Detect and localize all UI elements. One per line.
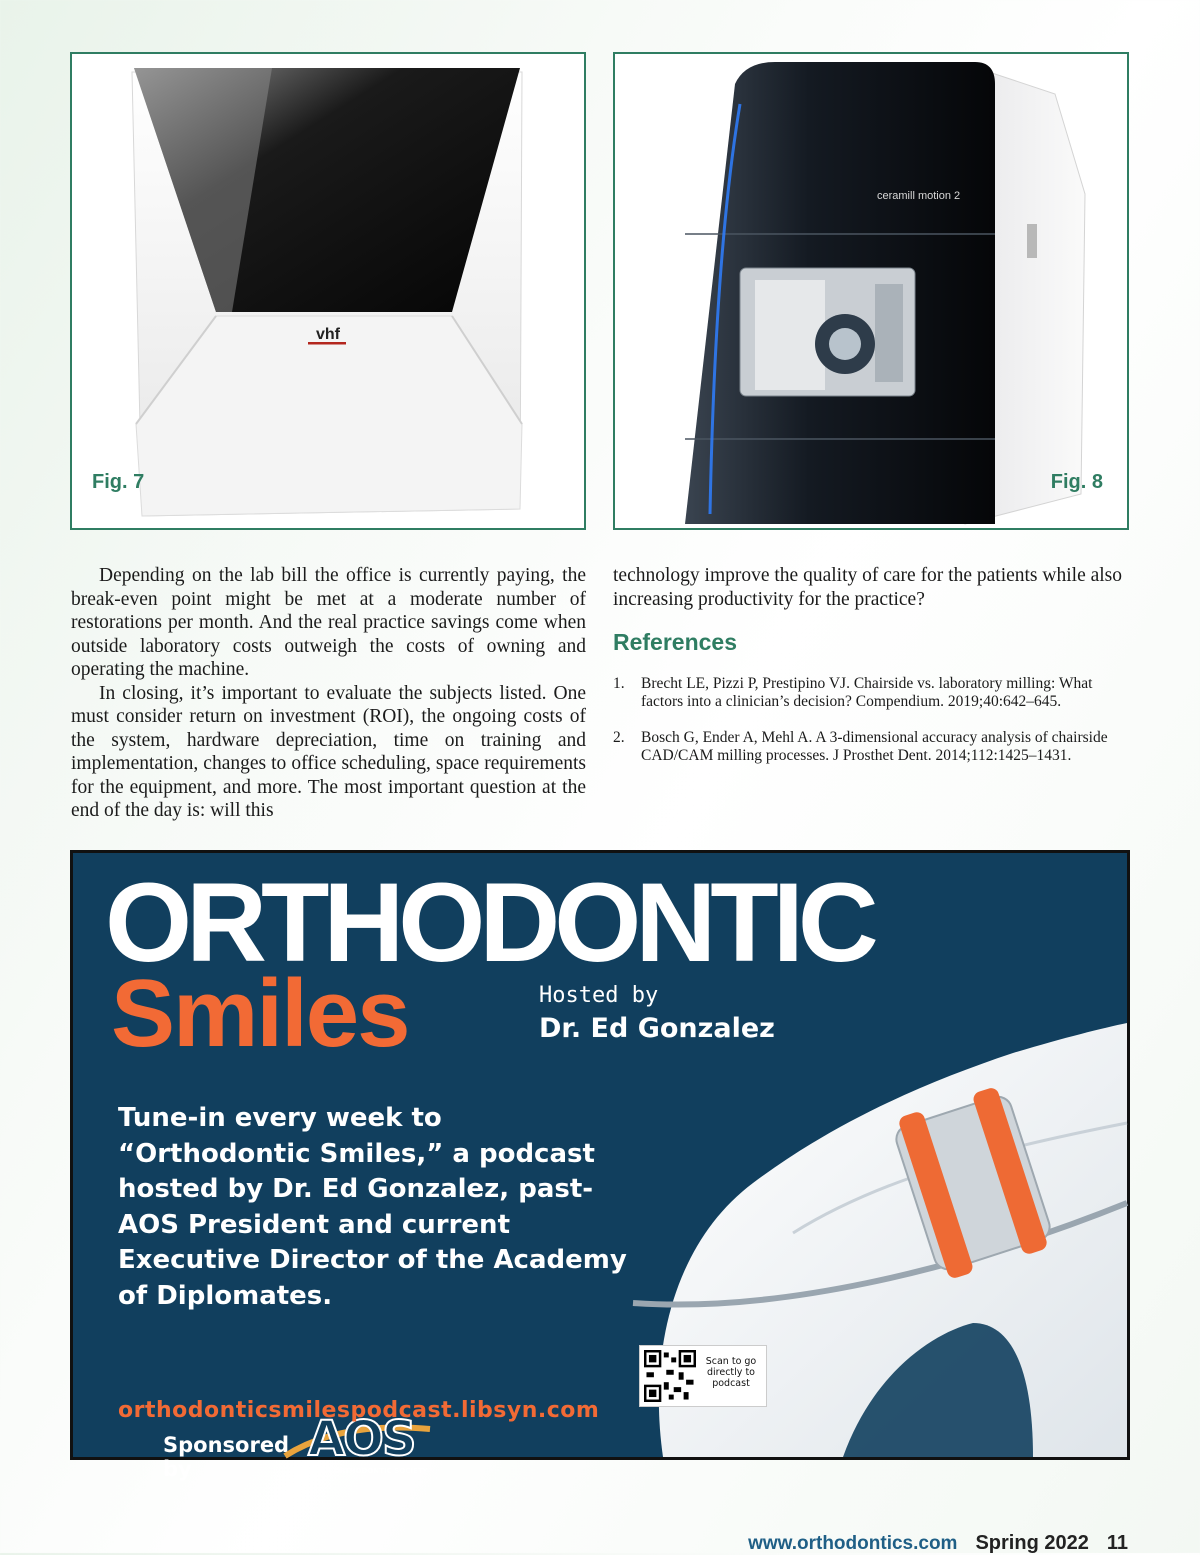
vhf-logo: vhf <box>316 326 340 343</box>
figure-7-label: Fig. 7 <box>92 471 145 493</box>
sponsored-by-label: Sponsored by <box>163 1433 290 1481</box>
figure-8-label: Fig. 8 <box>1050 471 1103 493</box>
footer-website-link[interactable]: www.orthodontics.com <box>748 1533 958 1554</box>
figure-8 <box>613 52 1129 530</box>
host-name: Dr. Ed Gonzalez <box>539 1013 775 1044</box>
page-footer <box>748 1532 1128 1555</box>
reference-text: Brecht LE, Pizzi P, Prestipino VJ. Chairside vs. laboratory milling: What factors into a clinician’s decision? Compendium. 2019;40:642–645. <box>641 674 1093 710</box>
figure-7 <box>70 52 586 530</box>
reference-item <box>613 729 1128 765</box>
vhf-milling-machine-image <box>72 54 584 528</box>
footer-issue: Spring 2022 <box>975 1532 1089 1554</box>
aos-logo-subtext: AMERICAN ORTHODONTIC SOCIETY <box>290 1467 428 1475</box>
article-column-left <box>71 564 586 823</box>
qr-instruction: Scan to go directly to podcast <box>705 1356 757 1389</box>
article-paragraph: Depending on the lab bill the office is currently paying, the break-even point might be met at a moderate number of restorations per month. And the real practice savings come when outside laboratory costs outweigh the costs of owning and operating the machine. <box>71 565 586 680</box>
aos-logo-text: AOS <box>308 1411 415 1467</box>
reference-text: Bosch G, Ender A, Mehl A. A 3-dimensional accuracy analysis of chairside CAD/CAM milling processes. J Prosthet Dent. 2014;112:1425–1431. <box>641 728 1108 764</box>
page-number: 11 <box>1106 1532 1128 1554</box>
qr-code-icon <box>644 1350 696 1402</box>
article-paragraph: In closing, it’s important to evaluate the subjects listed. One must consider return on investment (ROI), the ongoing costs of the system, hardware depreciation, time on training and implementation, changes to office scheduling, space requirements for the equipment, and more. The most important question at the end of the day is: will this <box>71 682 586 821</box>
article-paragraph: technology improve the quality of care for the patients while also increasing productivity for the practice? <box>613 565 1123 610</box>
reference-item <box>613 675 1128 711</box>
qr-code-box[interactable] <box>639 1345 767 1407</box>
ad-title-orthodontic: ORTHODONTIC <box>105 860 873 985</box>
reference-number: 1. <box>613 674 625 692</box>
podcast-url-link[interactable]: orthodonticsmilespodcast.libsyn.com <box>118 1398 600 1423</box>
ad-description: Tune-in every week to “Orthodontic Smiles,” a podcast hosted by Dr. Ed Gonzalez, past-AOS President and current Executive Director of the Academy of Diplomates. <box>118 1103 627 1311</box>
ceramill-milling-machine-image <box>615 54 1127 528</box>
reference-number: 2. <box>613 728 625 746</box>
svg-text:ceramill motion 2: ceramill motion 2 <box>877 190 961 202</box>
ad-title-smiles: Smiles <box>111 960 409 1067</box>
podcast-advertisement <box>70 850 1130 1481</box>
article-column-right <box>613 564 1128 783</box>
references-heading: References <box>613 629 738 655</box>
hosted-by-label: Hosted by <box>539 983 659 1008</box>
